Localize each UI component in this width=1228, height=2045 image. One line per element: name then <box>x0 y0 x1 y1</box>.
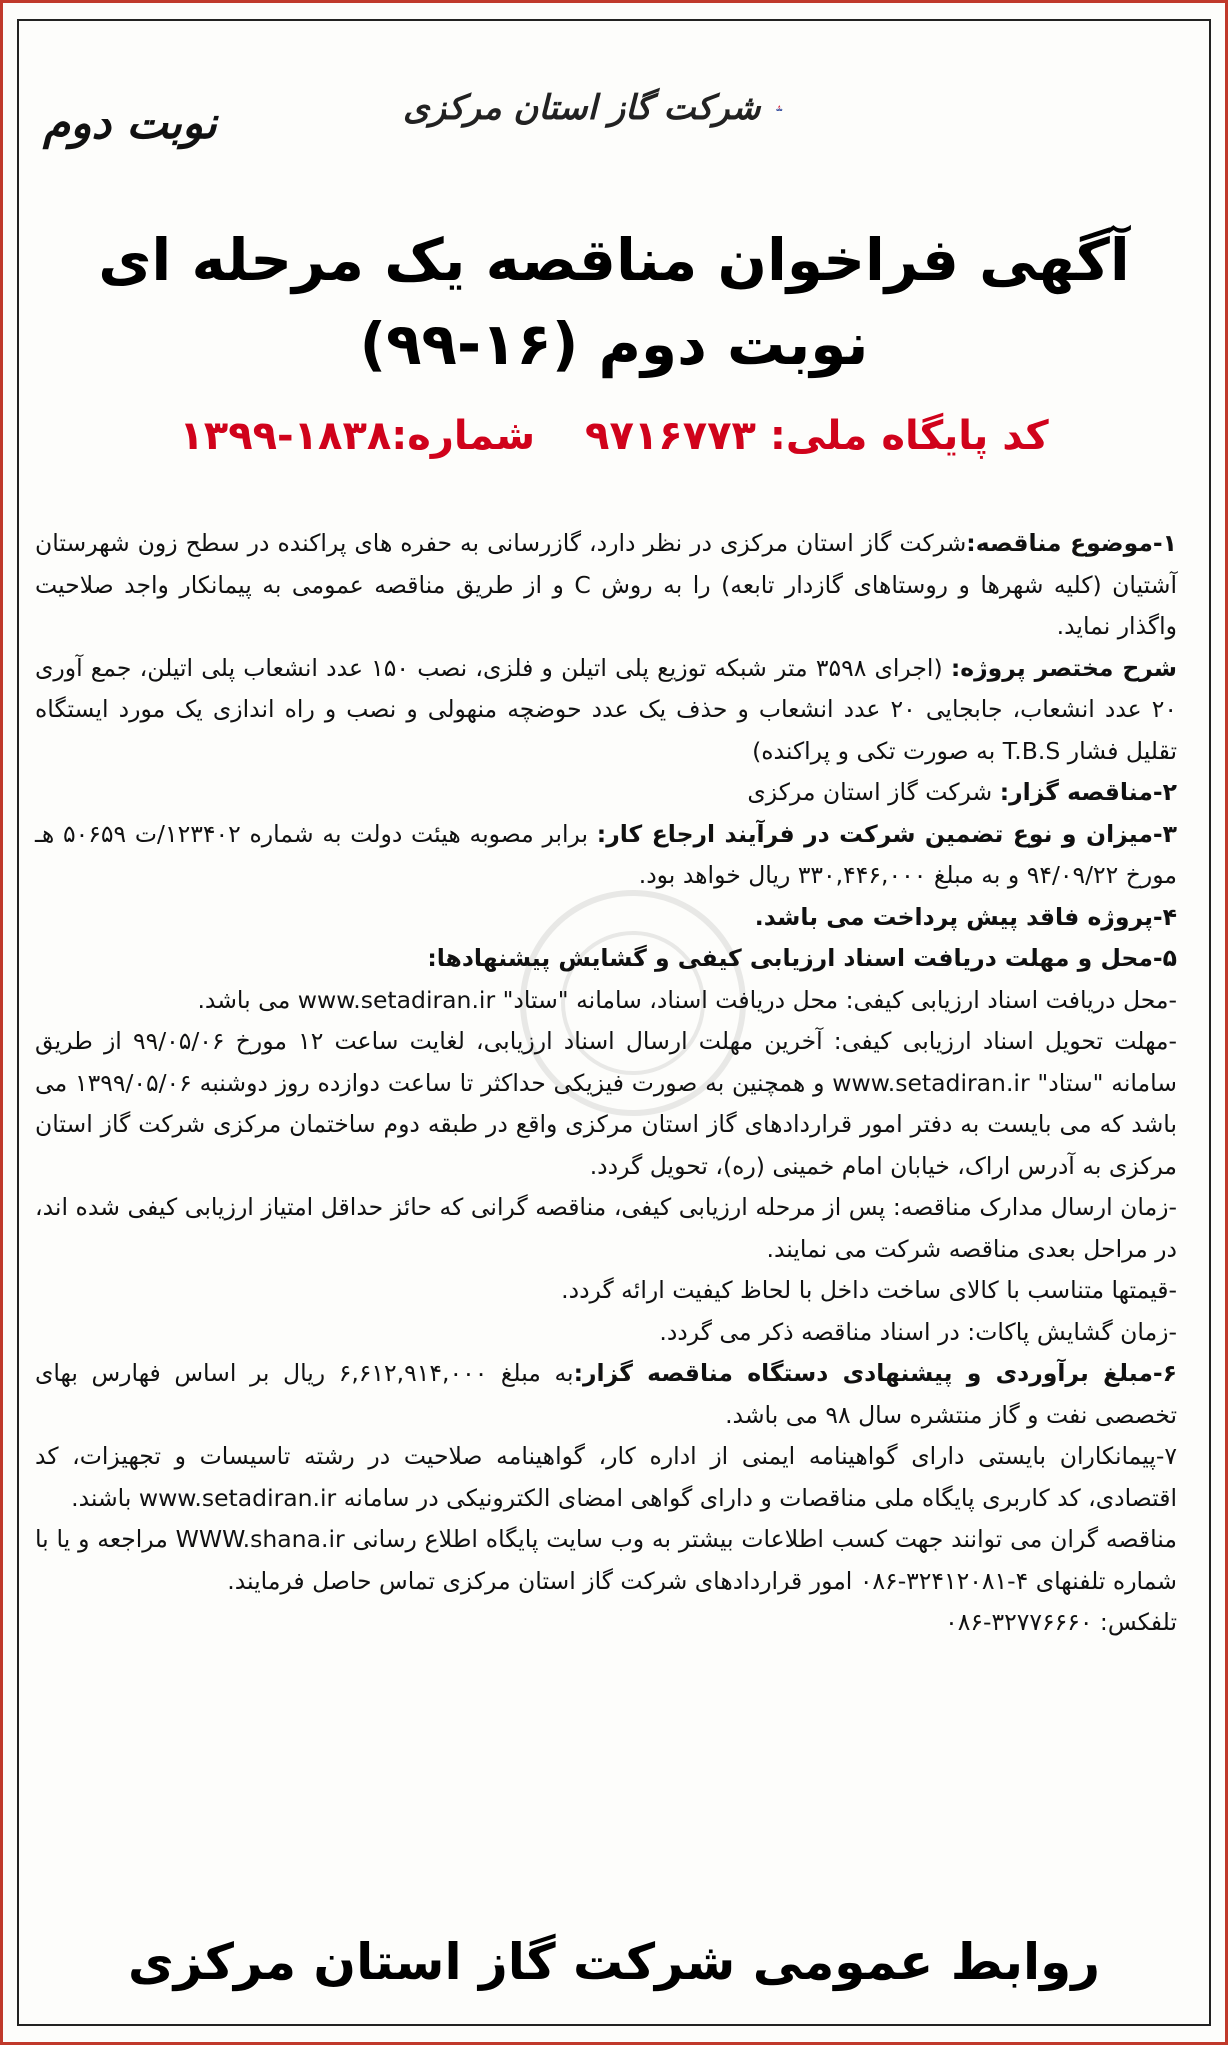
project-description-text: (اجرای ۳۵۹۸ متر شبکه توزیع پلی اتیلن و فلزی، نصب ۱۵۰ عدد انشعاب پلی اتیلن، جمع آوری ۲۰ عدد انشعاب، جابجایی ۲۰ عدد انشعاب و حذف یک عدد حوضچه منهولی و نصب و راه اندازی یک مورد ایستگاه تقلیل فشار T.B.S به صورت تکی و پراکنده) <box>35 653 1177 765</box>
project-description <box>35 648 1177 773</box>
section-5-item-1: -محل دریافت اسناد ارزیابی کیفی: محل دریافت اسناد، سامانه "ستاد" www.setadiran.ir می باشد. <box>197 985 1177 1014</box>
announcement-body <box>35 523 1177 1644</box>
section-5 <box>35 938 1177 980</box>
footer-signature: روابط عمومی شرکت گاز استان مرکزی <box>127 1933 1101 1991</box>
gas-company-flame-icon <box>776 63 783 153</box>
national-code-line <box>63 413 1165 459</box>
section-5-item-3: -زمان ارسال مدارک مناقصه: پس از مرحله ارزیابی کیفی، مناقصه گرانی که حائز حداقل امتیاز ارزیابی کیفی شده اند، در مراحل بعدی مناقصه شرکت می نمایند. <box>35 1193 1177 1263</box>
contact-info: مناقصه گران می توانند جهت کسب اطلاعات بیشتر به وب سایت پایگاه اطلاع رسانی WWW.shana.ir مراجعه و یا با شماره تلفنهای ۴-۳۲۴۱۲۰۸۱-۰۸۶ امور قراردادهای شرکت گاز استان مرکزی تماس حاصل فرمایند. <box>35 1525 1177 1595</box>
section-5-item-5: -زمان گشایش پاکات: در اسناد مناقصه ذکر می گردد. <box>659 1317 1177 1346</box>
fax-info: تلفکس: ۳۲۷۷۶۶۶۰-۰۸۶ <box>945 1608 1177 1636</box>
section-2 <box>35 772 1177 814</box>
section-3-text: برابر مصوبه هیئت دولت به شماره ۱۲۳۴۰۲/ت ۵۰۶۵۹ هـ مورخ ۹۴/۰۹/۲۲ و به مبلغ ۳۳۰,۴۴۶,۰۰۰ ریال خواهد بود. <box>35 819 1177 889</box>
section-5-item-4: -قیمتها متناسب با کالای ساخت داخل با لحاظ کیفیت ارائه گردد. <box>561 1276 1177 1304</box>
number-group <box>179 413 535 459</box>
page-title <box>63 218 1165 386</box>
section-3 <box>35 814 1177 897</box>
section-6-title: ۶-مبلغ برآوردی و پیشنهادی دستگاه مناقصه گزار: <box>573 1359 1178 1387</box>
section-4-title: ۴-پروژه فاقد پیش پرداخت می باشد. <box>754 902 1177 931</box>
section-5-title: ۵-محل و مهلت دریافت اسناد ارزیابی کیفی و گشایش پیشنهادها: <box>427 944 1177 972</box>
section-1-title: ۱-موضوع مناقصه: <box>966 529 1178 557</box>
round-label: نوبت دوم <box>43 98 217 149</box>
section-6 <box>35 1353 1177 1436</box>
section-6-text: به مبلغ ۶,۶۱۲,۹۱۴,۰۰۰ ریال بر اساس فهارس بهای تخصصی نفت و گاز منتشره سال ۹۸ می باشد. <box>35 1359 1177 1429</box>
number-label: شماره: <box>391 413 536 459</box>
section-4 <box>35 897 1177 939</box>
section-2-text: شرکت گاز استان مرکزی <box>747 778 993 806</box>
company-logo <box>403 53 783 163</box>
section-7: ۷-پیمانکاران بایستی دارای گواهینامه ایمنی از اداره کار، گواهینامه صلاحیت در رشته تاسیسات و تجهیزات، کد اقتصادی، کد کاربری پایگاه ملی مناقصات و دارای گواهی امضای الکترونیکی در سامانه www.setadiran.ir باشند. <box>35 1442 1177 1512</box>
number-value: ۱۸۳۸-۱۳۹۹ <box>179 413 392 459</box>
national-code-label: کد پایگاه ملی: <box>769 413 1049 459</box>
national-code-group <box>585 413 1049 459</box>
section-5-item-2: -مهلت تحویل اسناد ارزیابی کیفی: آخرین مهلت ارسال اسناد ارزیابی، لغایت ساعت ۱۲ مورخ ۹۹/۰۵/۰۶ از طریق سامانه "ستاد" www.setadiran.ir و همچنین به صورت فیزیکی حداکثر تا ساعت دوازده روز دوشنبه ۱۳۹۹/۰۵/۰۶ می باشد که می بایست به دفتر امور قراردادهای گاز استان مرکزی واقع در طبقه دوم ساختمان مرکزی شرکت گاز استان مرکزی به آدرس اراک، خیابان امام خمینی (ره)، تحویل گردد. <box>35 1027 1177 1180</box>
section-3-title: ۳-میزان و نوع تضمین شرکت در فرآیند ارجاع کار: <box>596 819 1177 848</box>
national-code-value: ۹۷۱۶۷۷۳ <box>585 413 756 459</box>
title-line-2: نوبت دوم (۱۶-۹۹) <box>359 310 869 378</box>
company-logo-text: شرکت گاز استان مرکزی <box>403 88 761 128</box>
section-1 <box>35 523 1177 648</box>
section-1-text: شرکت گاز استان مرکزی در نظر دارد، گازرسانی به حفره های پراکنده در سطح زون شهرستان آشتیان (کلیه شهرها و روستاهای گازدار تابعه) را به روش C و از طریق مناقصه عمومی به پیمانکار واجد صلاحیت واگذار نماید. <box>35 529 1177 640</box>
project-description-title: شرح مختصر پروژه: <box>950 653 1177 682</box>
section-2-title: ۲-مناقصه گزار: <box>999 778 1177 806</box>
title-line-1: آگهی فراخوان مناقصه یک مرحله ای <box>98 226 1130 294</box>
